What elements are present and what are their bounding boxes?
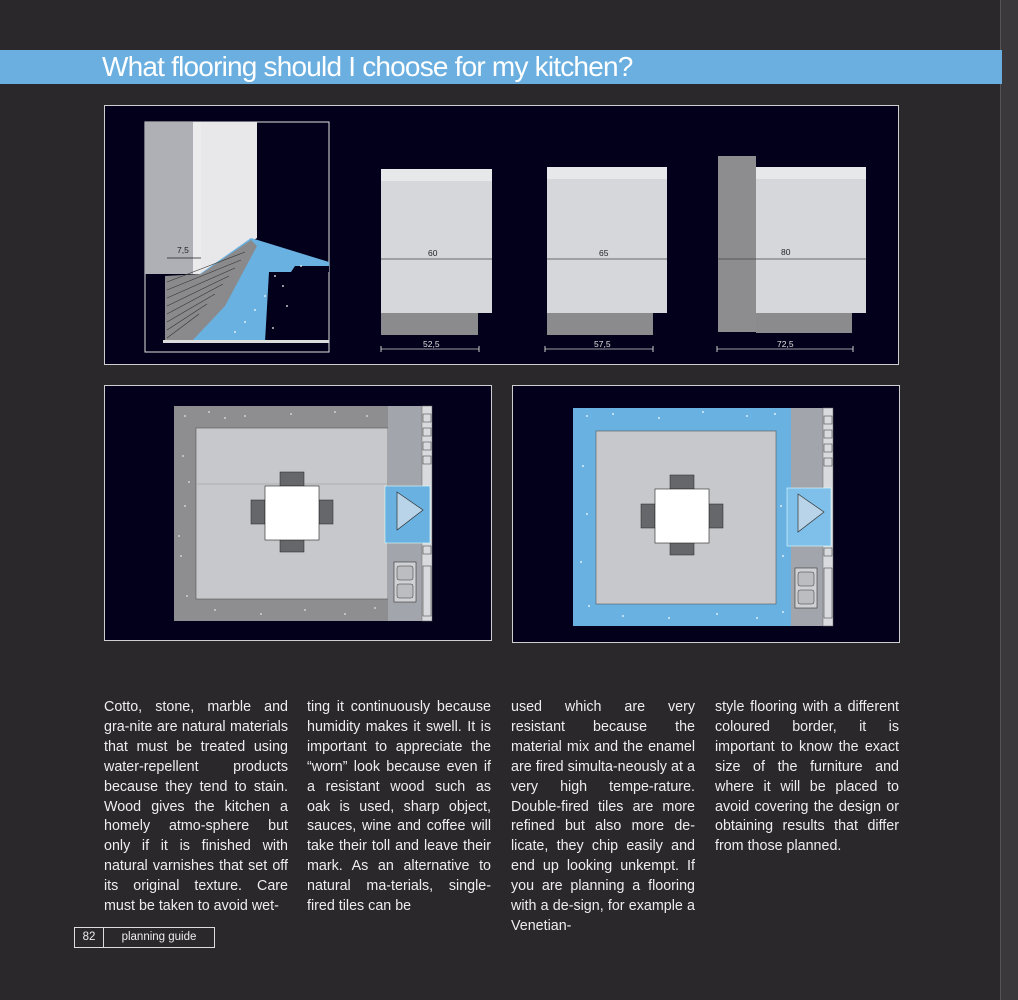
cabinet-base-52-label: 52,5 — [423, 339, 440, 349]
cabinet-base-57-label: 57,5 — [594, 339, 611, 349]
cabinet-depth-60-label: 60 — [428, 248, 438, 258]
page-title: What flooring should I choose for my kitchen? — [102, 51, 633, 82]
cabinet-depth-80-label: 80 — [781, 247, 791, 257]
floor-plan-stone-border — [104, 385, 492, 641]
text-column-3: used which are very resistant because the material mix and the enamel are fired simulta-neously at a very high tempe-rature. Double-fired tiles are more refined but also more de-licate, they chip easily and end up looking unkempt. If you are planning a flooring with a de-sign, for example a Venetian- — [511, 699, 695, 934]
floor-section-detail — [145, 122, 329, 352]
section-label: planning guide — [121, 931, 197, 943]
cabinet-profile-80 — [717, 156, 866, 352]
title-band — [0, 50, 1002, 84]
cabinet-depth-65-label: 65 — [599, 248, 609, 258]
cabinet-profile-65 — [545, 167, 667, 352]
cabinet-profile-60 — [381, 169, 492, 352]
page-number: 82 — [75, 928, 104, 947]
text-column-2: ting it continuously because humidity makes it swell. It is important to appreciate the “worn” look because even if a resistant wood such as oak is used, sharp object, sauces, wine and coffee will take their toll and leave their mark. As an alternative to natural ma-terials, single-fired tiles can be — [307, 699, 491, 915]
page-spine — [1000, 0, 1018, 1000]
floor-plan-tile-border — [512, 385, 900, 643]
section-dimension-label: 7,5 — [177, 245, 189, 255]
page-footer — [74, 927, 215, 948]
text-column-4: style flooring with a different coloured border, it is important to know the exact size of the furniture and where it will be placed to avoid covering the design or obtaining results that differ from those planned. — [715, 699, 899, 855]
cabinet-depth-diagram — [104, 105, 899, 365]
cabinet-base-72-label: 72,5 — [777, 339, 794, 349]
text-column-1: Cotto, stone, marble and gra-nite are natural materials that must be treated using water-repellent products because they tend to stain. Wood gives the kitchen a homely atmo-sphere but only if it is finished with natural varnishes that set off its original texture. Care must be taken to avoid wet- — [104, 699, 288, 915]
